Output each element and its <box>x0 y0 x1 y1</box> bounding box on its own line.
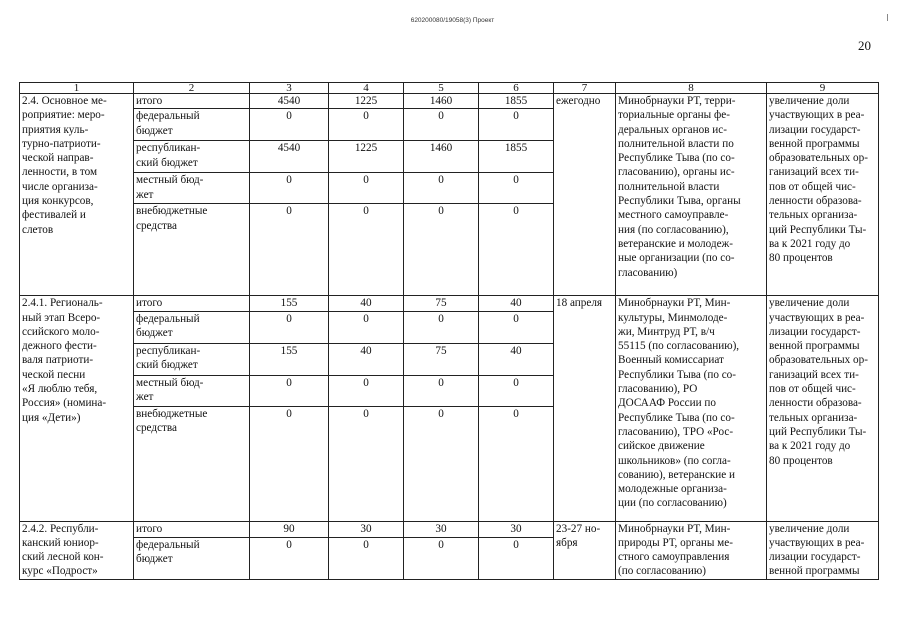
value-col3: 155 <box>250 343 329 375</box>
document-stamp: 620200080/19058(3) Проект <box>410 17 495 24</box>
col-header-7: 7 <box>554 83 616 94</box>
value-col6: 40 <box>479 296 554 311</box>
value-col6: 0 <box>479 204 554 296</box>
table-row <box>20 94 879 109</box>
col-header-1: 1 <box>20 83 134 94</box>
expected-result: увеличение доли участвующих в реа- лизации государст- венной программы <box>767 521 879 579</box>
value-col3: 0 <box>250 406 329 521</box>
value-col4: 0 <box>329 375 404 406</box>
value-col4: 0 <box>329 537 404 579</box>
value-col4: 40 <box>329 343 404 375</box>
value-col5: 0 <box>404 375 479 406</box>
value-col4: 1225 <box>329 94 404 109</box>
scan-mark <box>887 14 888 21</box>
value-col5: 0 <box>404 311 479 343</box>
value-col6: 0 <box>479 311 554 343</box>
funding-source: итого <box>134 94 250 109</box>
implementation-term: 18 апреля <box>554 296 616 521</box>
value-col6: 0 <box>479 375 554 406</box>
implementation-term: 23-27 но- ября <box>554 521 616 579</box>
responsible-executors: Минобрнауки РТ, Мин- культуры, Минмолоде- жи, Минтруд РТ, в/ч 55115 (по согласованию), Военный комиссариат Республики Тыва (по со- гласованию), РО ДОСААФ России по Республике Тыва (по со- гласованию), ТРО «Рос- сийское движение школьников» (по согла- сованию), ветеранские и молодежные организа- ции (по согласованию) <box>616 296 767 521</box>
value-col5: 0 <box>404 406 479 521</box>
value-col6: 1855 <box>479 94 554 109</box>
funding-source: федеральный бюджет <box>134 311 250 343</box>
responsible-executors: Минобрнауки РТ, терри- ториальные органы фе- деральных органов ис- полнительной власти по Республике Тыва (по со- гласованию), органы ис- полнительной власти Республики Тыва, органы местного самоуправле- ния (по согласованию), ветеранские и молодеж- ные организации (по со- гласованию) <box>616 94 767 296</box>
value-col5: 75 <box>404 296 479 311</box>
responsible-executors: Минобрнауки РТ, Мин- природы РТ, органы ме- стного самоуправления (по согласованию) <box>616 521 767 579</box>
value-col3: 0 <box>250 109 329 141</box>
value-col3: 4540 <box>250 94 329 109</box>
column-number-row <box>20 83 879 94</box>
value-col4: 30 <box>329 521 404 537</box>
expected-result: увеличение доли участвующих в реа- лизации государст- венной программы образовательных ор- ганизаций всех ти- пов от общей чис- ленности образова- тельных организа- ций Республики Ты- ва к 2021 году до 80 процентов <box>767 296 879 521</box>
value-col4: 0 <box>329 406 404 521</box>
value-col5: 1460 <box>404 94 479 109</box>
col-header-5: 5 <box>404 83 479 94</box>
value-col6: 0 <box>479 537 554 579</box>
value-col4: 0 <box>329 311 404 343</box>
funding-source: республикан- ский бюджет <box>134 141 250 173</box>
funding-source: местный бюд- жет <box>134 173 250 204</box>
value-col5: 1460 <box>404 141 479 173</box>
activity-name: 2.4.1. Региональ- ный этап Всеро- ссийского моло- дежного фести- валя патриоти- ческой песни «Я люблю тебя, Россия» (номина- ция «Дети») <box>20 296 134 521</box>
value-col4: 1225 <box>329 141 404 173</box>
activity-name: 2.4.2. Республи- канский юниор- ский лесной кон- курс «Подрост» <box>20 521 134 579</box>
value-col6: 40 <box>479 343 554 375</box>
value-col5: 75 <box>404 343 479 375</box>
page-number: 20 <box>858 38 871 53</box>
col-header-4: 4 <box>329 83 404 94</box>
funding-source: республикан- ский бюджет <box>134 343 250 375</box>
program-table <box>19 82 879 580</box>
value-col3: 0 <box>250 204 329 296</box>
col-header-6: 6 <box>479 83 554 94</box>
funding-source: федеральный бюджет <box>134 109 250 141</box>
funding-source: местный бюд- жет <box>134 375 250 406</box>
value-col5: 30 <box>404 521 479 537</box>
value-col4: 0 <box>329 173 404 204</box>
value-col3: 0 <box>250 173 329 204</box>
implementation-term: ежегодно <box>554 94 616 296</box>
table-row <box>20 521 879 537</box>
value-col6: 0 <box>479 109 554 141</box>
funding-source: внебюджетные средства <box>134 204 250 296</box>
funding-source: итого <box>134 521 250 537</box>
activity-name: 2.4. Основное ме- роприятие: меро- приятия куль- турно-патриоти- ческой направ- ленности, в том числе организа- ция конкурсов, фестивалей и слетов <box>20 94 134 296</box>
expected-result: увеличение доли участвующих в реа- лизации государст- венной программы образовательных ор- ганизаций всех ти- пов от общей чис- ленности образова- тельных организа- ций Республики Ты- ва к 2021 году до 80 процентов <box>767 94 879 296</box>
value-col6: 0 <box>479 173 554 204</box>
value-col3: 90 <box>250 521 329 537</box>
col-header-8: 8 <box>616 83 767 94</box>
value-col6: 30 <box>479 521 554 537</box>
value-col3: 4540 <box>250 141 329 173</box>
value-col4: 40 <box>329 296 404 311</box>
value-col4: 0 <box>329 109 404 141</box>
col-header-2: 2 <box>134 83 250 94</box>
col-header-9: 9 <box>767 83 879 94</box>
table-row <box>20 296 879 311</box>
value-col6: 0 <box>479 406 554 521</box>
value-col5: 0 <box>404 109 479 141</box>
col-header-3: 3 <box>250 83 329 94</box>
value-col6: 1855 <box>479 141 554 173</box>
funding-source: федеральный бюджет <box>134 537 250 579</box>
value-col3: 155 <box>250 296 329 311</box>
funding-source: внебюджетные средства <box>134 406 250 521</box>
value-col3: 0 <box>250 375 329 406</box>
funding-source: итого <box>134 296 250 311</box>
value-col5: 0 <box>404 204 479 296</box>
value-col5: 0 <box>404 173 479 204</box>
value-col5: 0 <box>404 537 479 579</box>
value-col3: 0 <box>250 311 329 343</box>
value-col4: 0 <box>329 204 404 296</box>
value-col3: 0 <box>250 537 329 579</box>
